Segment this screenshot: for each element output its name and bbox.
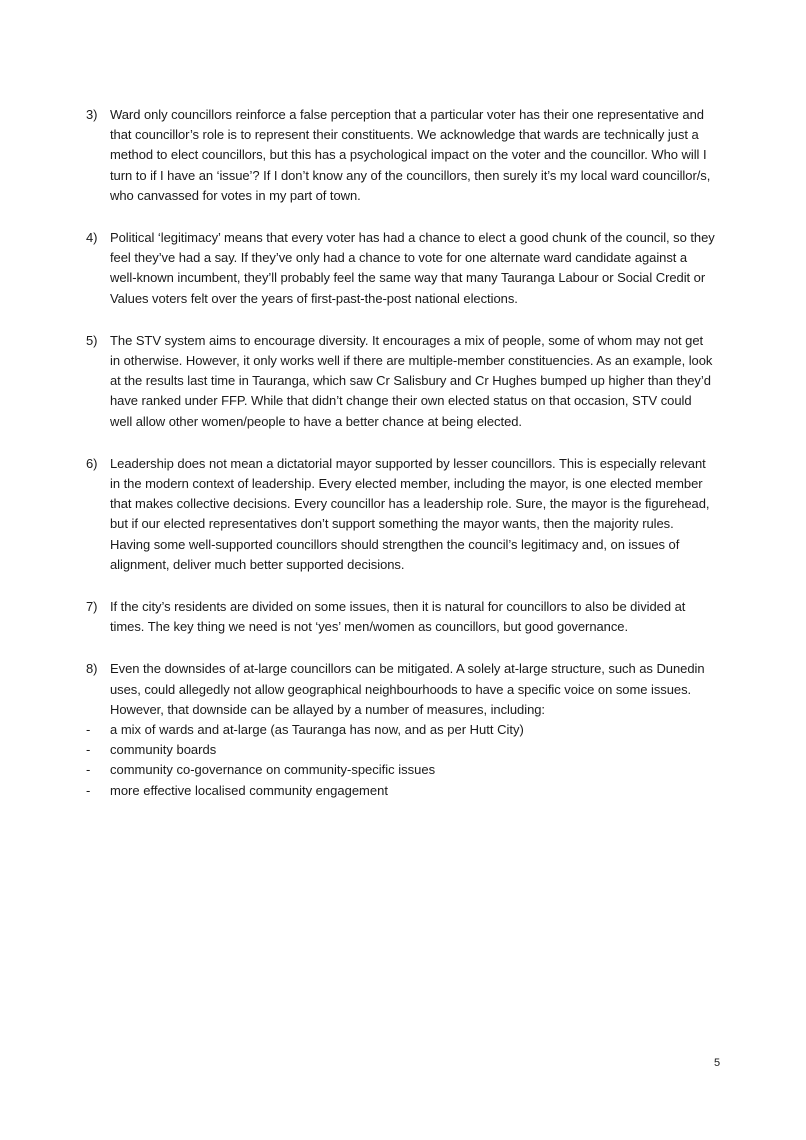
bullet-marker: - [86,722,91,738]
bullet-marker: - [86,782,91,798]
bullet-marker: - [86,762,91,778]
bullet-text: community co-governance on community-specific issues [110,762,436,778]
bullet-item [86,740,716,760]
list-item-4 [86,228,716,309]
item-text: If the city’s residents are divided on some issues, then it is natural for councillors to also be divided at times. The key thing we need is not ‘yes’ men/women as councillors, but good governance. [110,599,686,635]
bullet-marker: - [86,742,91,758]
item-number: 6) [86,455,98,471]
list-item-3 [86,105,716,206]
bullet-item [86,781,716,801]
item-text: Even the downsides of at-large councillors can be mitigated. A solely at-large structure, such as Dunedin uses, could allegedly not allow geographical neighbourhoods to have a specific voice on some issues. However, that downside can be allayed by a number of measures, including: [110,661,705,717]
bullet-item [86,760,716,780]
item-text: The STV system aims to encourage diversity. It encourages a mix of people, some of whom may not get in otherwise. However, it only works well if there are multiple-member constituencies. As an example, look at the results last time in Tauranga, which saw Cr Salisbury and Cr Hughes bumped up higher than they’d have ranked under FFP. While that didn’t change their own elected status on that occasion, STV could well allow other women/people to have a better chance at being elected. [110,332,713,429]
bullet-list [86,720,716,801]
item-text: Political ‘legitimacy’ means that every voter has had a chance to elect a good chunk of the council, so they feel they’ve had a say. If they’ve only had a chance to vote for one alternate ward candidate against a well-known incumbent, they’ll probably feel the same way that many Tauranga Labour or Social Credit or Values voters felt over the years of first-past-the-post national elections. [110,230,715,306]
bullet-text: a mix of wards and at-large (as Tauranga has now, and as per Hutt City) [110,722,524,738]
list-item-7 [86,597,716,637]
numbered-list [86,105,716,801]
item-number: 7) [86,599,98,615]
item-number: 8) [86,661,98,677]
item-text: Ward only councillors reinforce a false perception that a particular voter has their one representative and that councillor’s role is to represent their constituents. We acknowledge that wards are technically just a method to elect councillors, but this has a psychological impact on the voter and the councillor. Who will I turn to if I have an ‘issue’? If I don’t know any of the councillors, then surely it’s my local ward councillor/s, who canvassed for votes in my part of town. [110,107,711,203]
list-item-8 [86,659,716,720]
list-item-5 [86,331,716,432]
list-item-6 [86,454,716,575]
page-number: 5 [714,1057,721,1069]
item-number: 3) [86,107,98,122]
bullet-text: community boards [110,742,217,758]
bullet-text: more effective localised community engagement [110,782,388,798]
item-text: Leadership does not mean a dictatorial mayor supported by lesser councillors. This is especially relevant in the modern context of leadership. Every elected member, including the mayor, is one elected member that makes collective decisions. Every councillor has a leadership role. Sure, the mayor is the figurehead, but if our elected representatives don’t support something the mayor wants, then the majority rules. Having some well-supported councillors should strengthen the council’s legitimacy and, on issues of alignment, deliver much better supported decisions. [110,455,710,572]
bullet-item [86,720,716,740]
item-number: 4) [86,230,98,246]
item-number: 5) [86,332,98,348]
